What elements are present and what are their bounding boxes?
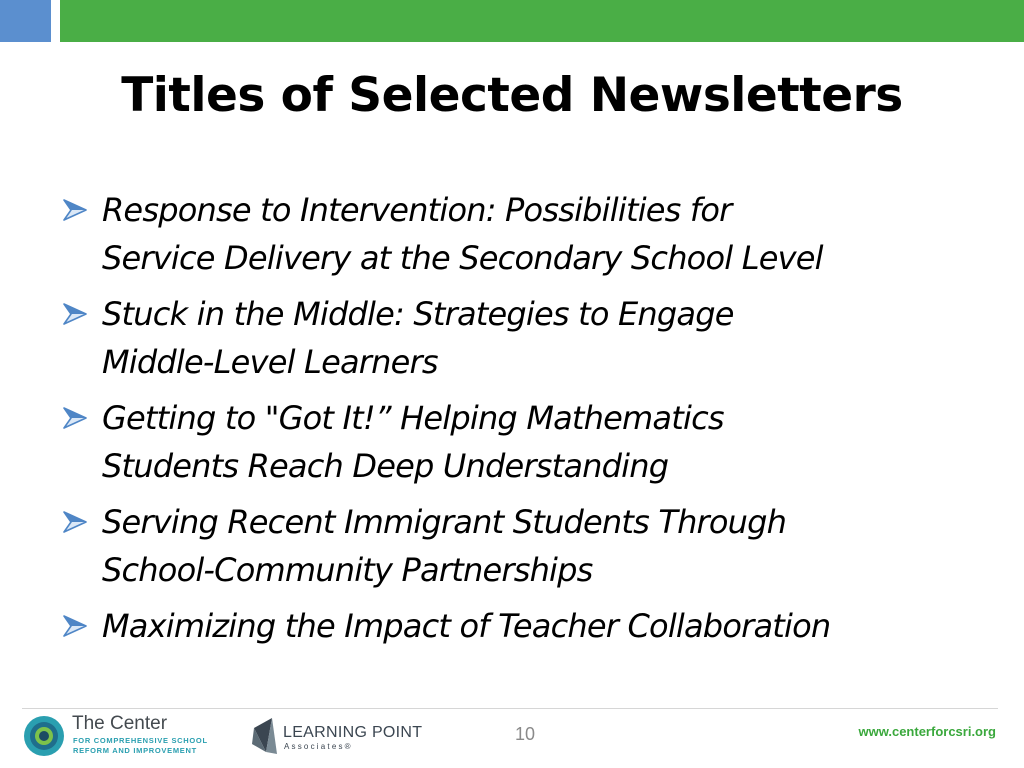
arrowhead-bullet-icon (63, 407, 87, 429)
center-circle-logo-icon (22, 714, 66, 758)
bullet-text-line1: Response to Intervention: Possibilities for (102, 191, 732, 229)
arrowhead-bullet-icon (63, 199, 87, 221)
center-logo-subtitle-line1: FOR COMPREHENSIVE SCHOOL (73, 736, 208, 745)
bullet-text-line2: Service Delivery at the Secondary School Level (102, 239, 823, 277)
list-item (62, 290, 992, 386)
center-logo-subtitle (73, 736, 243, 756)
bullet-text-line1: Getting to "Got It!” Helping Mathematics (102, 399, 724, 437)
footer-url-link[interactable]: www.centerforcsri.org (858, 724, 996, 739)
header-blue-block (0, 0, 51, 42)
learning-point-logo (250, 714, 430, 758)
learning-point-name: LEARNING POINT (283, 724, 423, 741)
slide-title: Titles of Selected Newsletters (121, 68, 903, 123)
bullet-text-line1: Maximizing the Impact of Teacher Collaboration (102, 607, 831, 645)
bullet-text-line1: Serving Recent Immigrant Students Through (102, 503, 787, 541)
learning-point-subtitle: Associates® (284, 742, 353, 751)
list-item (62, 602, 992, 650)
footer-divider (22, 708, 998, 709)
list-item (62, 394, 992, 490)
arrowhead-bullet-icon (63, 511, 87, 533)
page-number: 10 (514, 724, 536, 744)
bullet-text-line1: Stuck in the Middle: Strategies to Engage (102, 295, 734, 333)
list-item (62, 498, 992, 594)
bullet-text-line2: Students Reach Deep Understanding (102, 447, 669, 485)
list-item (62, 186, 992, 282)
header-green-bar (60, 0, 1024, 42)
bullet-list (62, 186, 992, 658)
center-logo-subtitle-line2: REFORM AND IMPROVEMENT (73, 746, 197, 755)
center-csri-logo (22, 712, 222, 760)
center-logo-name: The Center (72, 713, 168, 734)
arrowhead-bullet-icon (63, 615, 87, 637)
learning-point-mark-icon (250, 714, 280, 756)
bullet-text-line2: Middle-Level Learners (102, 343, 438, 381)
arrowhead-bullet-icon (63, 303, 87, 325)
bullet-text-line2: School-Community Partnerships (102, 551, 593, 589)
